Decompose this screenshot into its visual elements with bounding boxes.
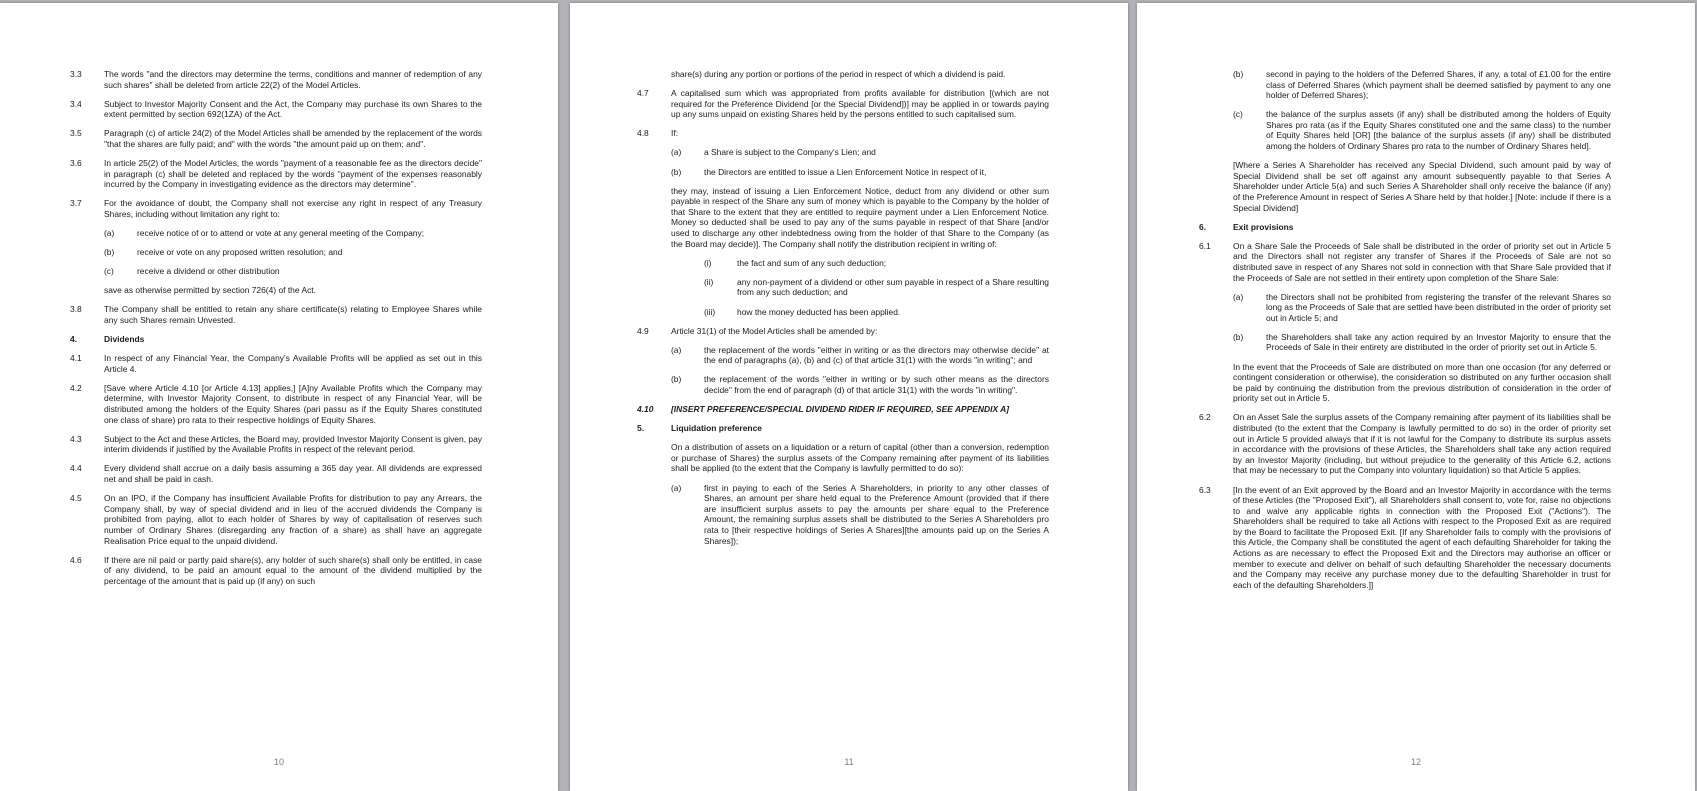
clause-text: On an IPO, if the Company has insufficient Available Profits for distribution to pay any Arrears, the Company shall, by way of special dividend and in lieu of the accrued dividends the Company is prohibited from paying, allot to each holder of Shares by way of capitalisation of reserves such number of Ordinary Shares (disregarding any fraction of a share) as shall have an aggregate Realisation Price equal to the unpaid dividend. bbox=[104, 493, 482, 546]
section-heading bbox=[70, 334, 482, 345]
sub-clause bbox=[671, 167, 1049, 178]
clause bbox=[70, 434, 482, 455]
page-number: 12 bbox=[1410, 757, 1421, 767]
clause-number: 6.1 bbox=[1199, 240, 1211, 251]
sub-sub-clause bbox=[704, 258, 1049, 269]
clause-number: 4.9 bbox=[637, 325, 649, 336]
clause-text: A capitalised sum which was appropriated from profits available for distribution [(which are not required for the Preference Dividend [or the Special Dividend])] may be applied in or towards paying up any sums unpaid on existing Shares held by the persons entitled to such capitalised sum. bbox=[671, 88, 1049, 120]
clause-number: 6.3 bbox=[1199, 484, 1211, 495]
clause-text: the fact and sum of any such deduction; bbox=[737, 257, 887, 268]
clause-number: 4.8 bbox=[637, 128, 649, 139]
clause-text: the Directors shall not be prohibited from registering the transfer of the relevant Shares so long as the Proceeds of Sale that are settled have been distributed in the order of priority set out in Article 5; and bbox=[1266, 291, 1611, 323]
clause-text: Article 31(1) of the Model Articles shall be amended by: bbox=[671, 325, 878, 336]
clause-number: 3.5 bbox=[70, 128, 82, 139]
clause-text: The words "and the directors may determine the terms, conditions and manner of redemption of any such shares" shall be deleted from article 22(2) of the Model Articles. bbox=[104, 69, 482, 90]
clause-number: 3.7 bbox=[70, 198, 82, 209]
clause bbox=[70, 304, 482, 325]
clause-text: Exit provisions bbox=[1233, 221, 1294, 232]
clause-text: the replacement of the words "either in writing or by such other means as the directors decide" from the end of paragraph (d) of that article 31(1) with the words "in writing". bbox=[704, 374, 1049, 395]
clause bbox=[1199, 485, 1611, 591]
clause-text: Liquidation preference bbox=[671, 423, 762, 434]
clause bbox=[70, 198, 482, 219]
clause-number: (b) bbox=[671, 166, 682, 177]
clause-text: On an Asset Sale the surplus assets of the Company remaining after payment of its liabilities shall be distributed (to the extent that the Company is lawfully permitted to do so) in the order of priority set out in Article 5 provided always that if it is not lawful for the Company to distribute its surplus assets in accordance with the provisions of these Articles, the Shareholders shall take any action required by an Investor Majority (including, but without prejudice to the generality of this Article 6.2, actions that may be necessary to put the Company into voluntary liquidation) so that Article 5 applies. bbox=[1233, 412, 1611, 476]
clause-text: the Directors are entitled to issue a Lien Enforcement Notice in respect of it, bbox=[704, 166, 987, 177]
page-number: 10 bbox=[273, 757, 284, 767]
clause bbox=[637, 88, 1049, 120]
section-heading bbox=[1199, 222, 1611, 233]
clause bbox=[70, 463, 482, 484]
sub-clause bbox=[1233, 292, 1611, 324]
clause bbox=[637, 326, 1049, 337]
clause-text: Subject to Investor Majority Consent and the Act, the Company may purchase its own Shares to the extent permitted by section 692(1ZA) of the Act. bbox=[104, 98, 482, 120]
clause-text: the replacement of the words "either in writing or as the directors may otherwise decide" at the end of paragraphs (a), (b) and (c) of that article 31(1) with the words "in writing"; and bbox=[704, 344, 1049, 366]
clause bbox=[70, 69, 482, 90]
sub-clause bbox=[671, 147, 1049, 158]
clause-text: first in paying to each of the Series A Shareholders, in priority to any other classes of Shares, an amount per share held equal to the Preference Amount (provided that if there are insufficient surplus assets to pay the amounts per share equal to the Preference Amount, the remaining surplus assets shall be distributed to the Series A Shareholders pro rata to [their respective holdings of Series A Shares][the amounts paid up on the Series A Shares]); bbox=[704, 482, 1049, 546]
clause-text: receive a dividend or other distribution bbox=[137, 266, 280, 277]
continuation-paragraph: save as otherwise permitted by section 726(4) of the Act. bbox=[104, 285, 316, 296]
sub-sub-clause bbox=[704, 277, 1049, 298]
sub-clause bbox=[1233, 109, 1611, 151]
clause-text: On a Share Sale the Proceeds of Sale shall be distributed in the order of priority set out in Article 5 and the Directors shall not register any transfer of Shares if the Proceeds of Sale are not so distributed save in respect of any Shares not sold in connection with that Share Sale provided that if the Proceeds of Sale are not settled in their entirety upon completion of the Share Sale: bbox=[1233, 240, 1611, 283]
clause bbox=[637, 128, 1049, 139]
sub-clause bbox=[1233, 69, 1611, 101]
continuation-paragraph: they may, instead of issuing a Lien Enforcement Notice, deduct from any dividend or other sum payable in respect of the Share any sum of money which is payable to the Company by the holder of that Share to the extent that they are entitled to require payment under a Lien Enforcement Notice. Money so deducted shall be used to pay any of the sums payable in respect of that Share [and/or used to discharge any other indebtedness owing from the holder of that Share to the Company (as the Board may decide)]. The Company shall notify the distribution recipient in writing of: bbox=[671, 185, 1049, 249]
clause-number: 3.3 bbox=[70, 69, 82, 79]
document-page bbox=[1137, 3, 1695, 791]
document-page bbox=[0, 3, 558, 791]
clause-text: how the money deducted has been applied. bbox=[737, 306, 901, 317]
page-content bbox=[70, 69, 482, 595]
clause-text: Every dividend shall accrue on a daily basis assuming a 365 day year. All dividends are expressed net and shall be paid in cash. bbox=[104, 463, 482, 485]
clause-number: (b) bbox=[104, 247, 115, 258]
continuation-paragraph: On a distribution of assets on a liquidation or a return of capital (other than a conversion, redemption or purchase of Shares) the surplus assets of the Company remaining after payment of its liabilities shall be applied (to the extent that the Company is lawfully permitted to do so): bbox=[671, 442, 1049, 474]
clause bbox=[70, 128, 482, 149]
clause-text: any non-payment of a dividend or other sum payable in respect of a Share resulting from any such deduction; and bbox=[737, 276, 1049, 298]
clause bbox=[70, 353, 482, 374]
clause-number: 4. bbox=[70, 334, 78, 345]
clause-number: (a) bbox=[104, 228, 115, 239]
clause-number: 6. bbox=[1199, 221, 1207, 232]
clause-number: (a) bbox=[671, 482, 682, 493]
continuation-paragraph: share(s) during any portion or portions of the period in respect of which a dividend is paid. bbox=[671, 69, 1006, 79]
clause bbox=[70, 555, 482, 587]
clause-number: (ii) bbox=[704, 276, 714, 287]
clause-number: (c) bbox=[104, 266, 114, 277]
clause-text: For the avoidance of doubt, the Company shall not exercise any right in respect of any Treasury Shares, including without limitation any right to: bbox=[104, 198, 482, 219]
sub-clause bbox=[671, 483, 1049, 547]
sub-clause bbox=[104, 266, 482, 277]
page-number: 11 bbox=[844, 757, 854, 767]
clause-number: 3.8 bbox=[70, 304, 82, 315]
continuation-paragraph: In the event that the Proceeds of Sale are distributed on more than one occasion (for any deferred or contingent consideration or otherwise), the consideration so distributed on any further occasion shall be paid by continuing the distribution from the previous distribution of consideration in the order of priority set out in Article 5. bbox=[1233, 361, 1611, 404]
clause-number: 4.10 bbox=[637, 404, 654, 415]
clause-text: Paragraph (c) of article 24(2) of the Model Articles shall be amended by the replacement of the words "that the shares are fully paid; and" with the words "the amount paid up on them; and". bbox=[104, 128, 482, 149]
sub-clause bbox=[671, 374, 1049, 395]
clause-text: Dividends bbox=[104, 334, 145, 345]
clause-number: (a) bbox=[671, 147, 682, 158]
clause-number: 6.2 bbox=[1199, 412, 1211, 423]
clause-text: [Save where Article 4.10 [or Article 4.13] applies,] [A]ny Available Profits which the Company may determine, with Investor Majority Consent, to distribute in respect of any Financial Year, will be distributed among the holders of the Equity Shares (pari passu as if the Equity Shares constituted one class of share) pro rata to their respective holdings of Equity Shares. bbox=[104, 382, 482, 425]
document-page bbox=[570, 3, 1128, 791]
clause-text: receive notice of or to attend or vote at any general meeting of the Company; bbox=[137, 228, 425, 239]
clause-number: (a) bbox=[671, 344, 682, 355]
clause-text: In article 25(2) of the Model Articles, the words "payment of a reasonable fee as the directors decide" in paragraph (c) shall be deleted and replaced by the words "payment of the expenses reasonably incurred by the Company in investigating evidence as the directors may determine". bbox=[104, 158, 482, 190]
clause-text: [In the event of an Exit approved by the Board and an Investor Majority in accordance with the terms of these Articles (the "Proposed Exit"), all Shareholders shall consent to, vote for, raise no objections to and waive any applicable rights in connection with the Proposed Exit ("Actions"). The Shareholders shall be required to take all Actions with respect to the Proposed Exit as are required by the Board to facilitate the Proposed Exit. [If any Shareholder fails to comply with the provisions of this Article, the Company shall be constituted the agent of each defaulting Shareholder for taking the Actions as are necessary to effect the Proposed Exit and the Directors may authorise an officer or member to execute and deliver on behalf of such defaulting Shareholder the necessary documents and the Company may receive any purchase money due to the defaulting Shareholder in trust for each of the defaulting Shareholders.]] bbox=[1233, 484, 1611, 590]
sub-clause bbox=[104, 228, 482, 239]
clause-number: 4.3 bbox=[70, 433, 82, 444]
sub-clause bbox=[671, 345, 1049, 366]
clause-number: 3.6 bbox=[70, 158, 82, 169]
clause-text: [INSERT PREFERENCE/SPECIAL DIVIDEND RIDER IF REQUIRED, SEE APPENDIX A] bbox=[671, 404, 1010, 415]
clause-number: 4.5 bbox=[70, 493, 82, 504]
continuation-paragraph: [Where a Series A Shareholder has received any Special Dividend, such amount paid by way of Special Dividend shall be set off against any amount subsequently payable to that Series A Shareholder under Article 5(a) and such Series A Shareholder shall only receive the balance (if any) of the Preference Amount in respect of Series A Share held by that holder.] [Note: include if there is a Special Dividend] bbox=[1233, 160, 1611, 213]
clause-text: If there are nil paid or partly paid share(s), any holder of such share(s) shall only be entitled, in case of any dividend, to be paid an amount equal to the amount of the dividend multiplied by the percentage of the amount that is paid up (if any) on such bbox=[104, 554, 482, 586]
clause bbox=[637, 404, 1049, 415]
clause-number: 4.6 bbox=[70, 554, 82, 565]
clause bbox=[70, 99, 482, 120]
clause-number: (b) bbox=[1233, 331, 1244, 342]
clause-number: 3.4 bbox=[70, 98, 82, 109]
clause-number: 4.1 bbox=[70, 353, 82, 364]
clause-text: the Shareholders shall take any action required by an Investor Majority to ensure that the Proceeds of Sale in their entirety are distributed in the order of priority set out in Article 5. bbox=[1266, 331, 1611, 353]
clause-text: Subject to the Act and these Articles, the Board may, provided Investor Majority Consent is given, pay interim dividends if justified by the Available Profits in respect of the relevant period. bbox=[104, 433, 482, 455]
clause-number: (c) bbox=[1233, 109, 1243, 120]
clause bbox=[1199, 241, 1611, 283]
clause bbox=[70, 383, 482, 425]
clause-text: In respect of any Financial Year, the Company's Available Profits will be applied as set out in this Article 4. bbox=[104, 353, 482, 374]
page-content bbox=[1199, 69, 1611, 599]
sub-sub-clause bbox=[704, 307, 1049, 318]
clause-number: (b) bbox=[671, 374, 682, 385]
clause bbox=[70, 158, 482, 190]
clause bbox=[1199, 412, 1611, 476]
clause-text: If: bbox=[671, 128, 679, 139]
clause-number: (b) bbox=[1233, 69, 1244, 79]
clause-number: 4.7 bbox=[637, 88, 649, 99]
clause-text: the balance of the surplus assets (if any) shall be distributed among the holders of Equity Shares pro rata (as if the Equity Shares constituted one and the same class) to the number of Equity Shares held [OR] [the balance of the surplus assets (if any) shall be distributed among the holders of Ordinary Shares pro rata to the number of Ordinary Shares held]. bbox=[1266, 109, 1611, 152]
clause-number: (a) bbox=[1233, 291, 1244, 302]
section-heading bbox=[637, 423, 1049, 434]
clause bbox=[70, 493, 482, 546]
clause-number: (iii) bbox=[704, 306, 716, 317]
clause-text: a Share is subject to the Company's Lien; and bbox=[704, 147, 876, 158]
clause-text: The Company shall be entitled to retain any share certificate(s) relating to Employee Shares while any such Shares remain Unvested. bbox=[104, 304, 482, 325]
clause-number: 5. bbox=[637, 423, 645, 434]
clause-number: 4.2 bbox=[70, 382, 82, 393]
sub-clause bbox=[104, 247, 482, 258]
clause-text: receive or vote on any proposed written resolution; and bbox=[137, 247, 343, 258]
clause-number: 4.4 bbox=[70, 463, 82, 474]
sub-clause bbox=[1233, 332, 1611, 353]
clause-number: (i) bbox=[704, 257, 712, 268]
clause-text: second in paying to the holders of the Deferred Shares, if any, a total of £1.00 for the entire class of Deferred Shares (which payment shall be deemed satisfied by payment to any one holder of Deferred Shares); bbox=[1266, 69, 1611, 101]
page-content bbox=[637, 69, 1049, 555]
